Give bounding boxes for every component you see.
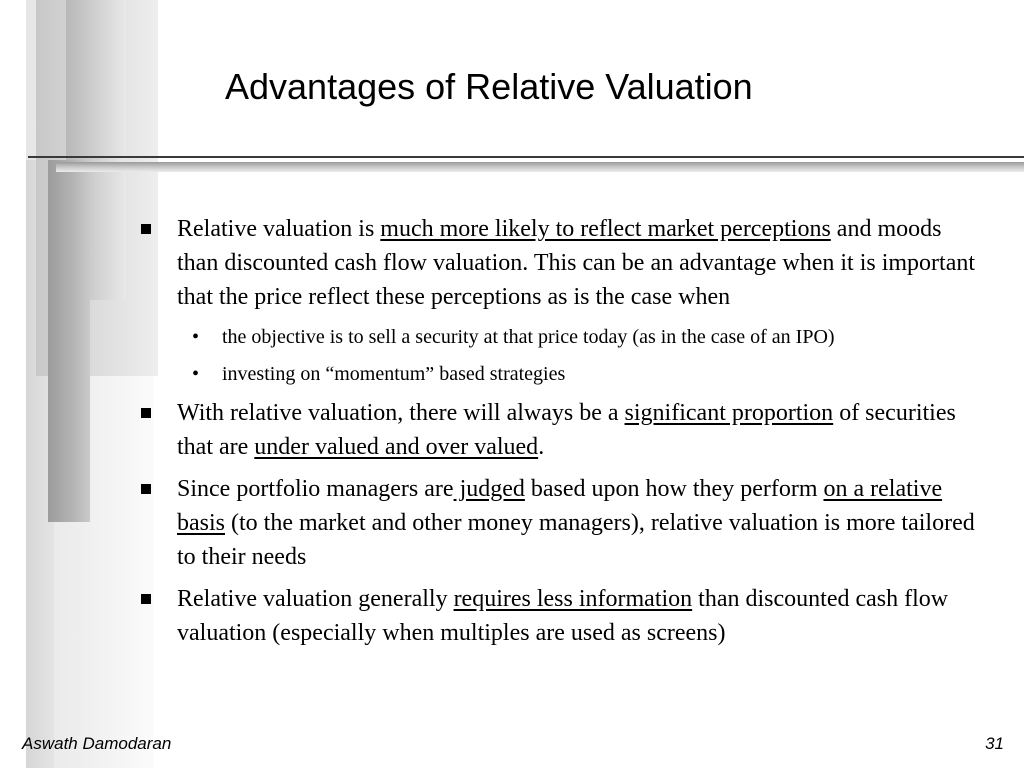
bullet-item: Since portfolio managers are judged based upon how they perform on a relative basis (to the market and other money managers), relative valuation is more tailored to their needs (140, 472, 987, 574)
sub-bullet-item: • the objective is to sell a security at that price today (as in the case of an IPO) (140, 322, 982, 353)
slide-title: Advantages of Relative Valuation (225, 66, 753, 107)
title-divider-shadow (56, 162, 1024, 172)
footer-author: Aswath Damodaran (22, 734, 172, 753)
sub-bullet-item: • investing on “momentum” based strategies (140, 359, 982, 390)
dot-bullet-icon: • (192, 326, 200, 348)
bullet-item: Relative valuation generally requires less information than discounted cash flow valuation (especially when multiples are used as screens) (140, 582, 987, 650)
square-bullet-icon (141, 224, 151, 234)
page-number: 31 (985, 734, 1004, 753)
square-bullet-icon (141, 484, 151, 494)
bullet-item: Relative valuation is much more likely to reflect market perceptions and moods than discounted cash flow valuation. This can be an advantage when it is important that the price reflect these perceptions as is the case when (140, 212, 987, 314)
square-bullet-icon (141, 408, 151, 418)
left-margin (0, 0, 26, 768)
bullet-item: With relative valuation, there will always be a significant proportion of securities that are under valued and over valued. (140, 396, 987, 464)
title-divider (28, 156, 1024, 158)
dot-bullet-icon: • (192, 363, 200, 385)
bullet-list (140, 212, 1000, 658)
decorative-bar (48, 160, 90, 522)
square-bullet-icon (141, 594, 151, 604)
